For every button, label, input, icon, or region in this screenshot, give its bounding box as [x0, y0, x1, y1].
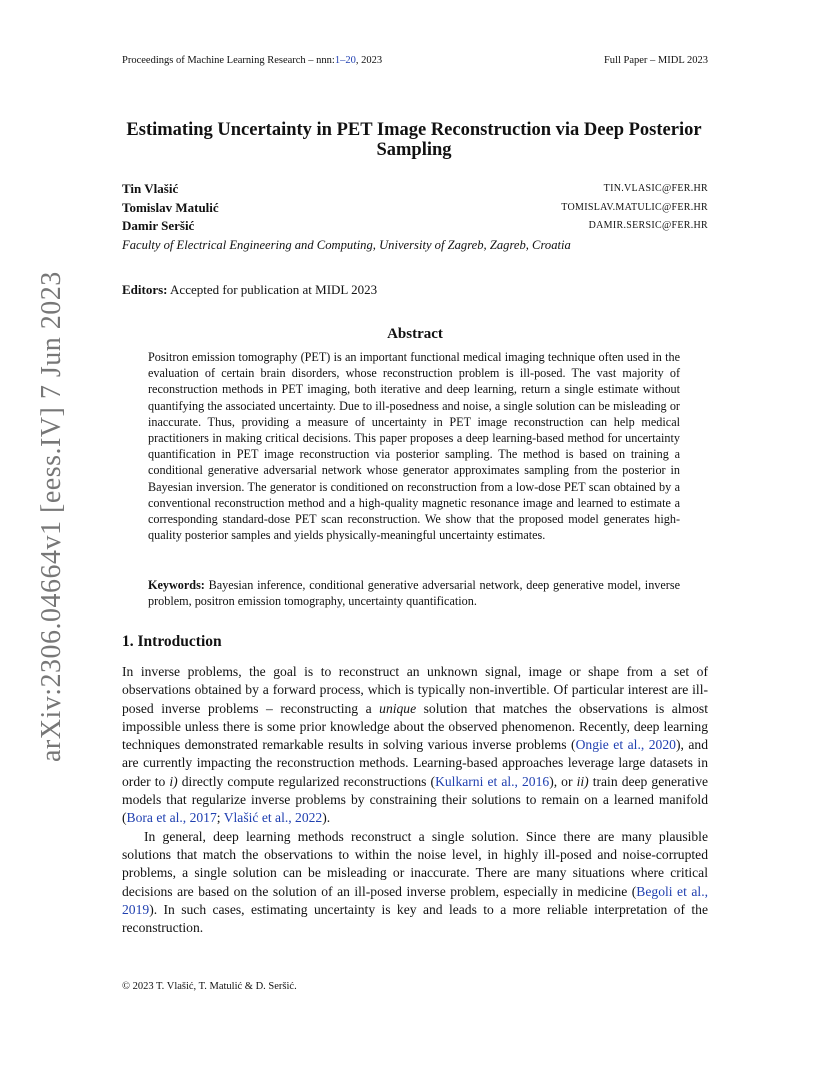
author-email[interactable]: TIN.VLASIC@FER.HR	[603, 183, 708, 194]
author-email[interactable]: DAMIR.SERSIC@FER.HR	[588, 220, 708, 231]
abstract-heading: Abstract	[387, 326, 443, 342]
author-row	[122, 180, 708, 199]
citation-link[interactable]: Kulkarni et al., 2016	[435, 773, 550, 789]
section-heading-introduction: 1. Introduction	[122, 633, 222, 650]
citation-link[interactable]: Ongie et al., 2020	[575, 737, 676, 753]
introduction-body	[122, 663, 708, 937]
page-range-link[interactable]: 1–20	[334, 55, 356, 66]
editors-note: Editors: Accepted for publication at MIDL 2023	[122, 282, 378, 297]
citation-link[interactable]: Begoli et al., 2019	[122, 883, 708, 917]
author-name: Damir Seršić	[122, 218, 195, 233]
affiliation: Faculty of Electrical Engineering and Computing, University of Zagreb, Zagreb, Croatia	[122, 237, 571, 252]
author-name: Tomislav Matulić	[122, 199, 219, 215]
abstract-text: Positron emission tomography (PET) is an important functional medical imaging technique often used in the evaluation of certain brain disorders, whose reconstruction problem is ill-posed. The vast majority of reconstruction methods in PET imaging, both iterative and deep learning, return a single estimate without quantifying the associated uncertainty. Due to ill-posedness and noise, a single solution can be misleading or inaccurate. Thus, providing a measure of uncertainty in PET image reconstruction can help medical practitioners in making critical decisions. This paper proposes a deep learning-based method for uncertainty quantification in PET image reconstruction via posterior sampling. The method is based on training a conditional generative adversarial network whose generator approximates sampling from the posterior in Bayesian inversion. The generator is conditioned on reconstruction from a low-dose PET scan obtained by a conventional reconstruction method and a high-quality magnetic resonance image and learned to estimate a corresponding standard-dose PET scan reconstruction. We show that the proposed model generates high-quality posterior samples and yields physically-meaningful uncertainty estimates.	[148, 350, 680, 543]
citation-link[interactable]: Bora et al., 2017	[126, 810, 217, 826]
paragraph: In inverse problems, the goal is to reconstruct an unknown signal, image or shape from a set of observations obtained by a forward process, which is typically non-invertible. Of particular interest are ill-posed inverse problems – reconstructing a unique solution that matches the observations is almost impossible unless there is some prior knowledge about the observed phenomenon. Recently, deep learning techniques demonstrated remarkable results in solving various inverse problems (Ongie et al., 2020), and are currently impacting the reconstruction methods. Learning-based approaches leverage large datasets in order to i) directly compute regularized reconstructions (Kulkarni et al., 2016), or ii) train deep generative models that regularize inverse problems by constraining their solutions to remain on a learned manifold (Bora et al., 2017; Vlašić et al., 2022).	[122, 664, 709, 826]
author-name: Tin Vlašić	[122, 181, 179, 196]
paper-title: Estimating Uncertainty in PET Image Reconstruction via Deep Posterior Sampling	[126, 120, 702, 160]
keywords: Keywords: Bayesian inference, conditional generative adversarial network, deep generative model, inverse problem, positron emission tomography, uncertainty quantification.	[148, 578, 680, 609]
author-block	[122, 180, 708, 254]
author-row	[122, 217, 708, 236]
author-row	[122, 199, 708, 218]
author-email[interactable]: TOMISLAV.MATULIC@FER.HR	[561, 201, 708, 213]
paragraph: In general, deep learning methods reconstruct a single solution. Since there are many plausible solutions that match the observations to within the noise level, in highly ill-posed and noise-corrupted problems, a single solution can be misleading or inaccurate. There are many situations where critical decisions are based on the solution of an ill-posed inverse problem, especially in medicine (Begoli et al., 2019). In such cases, estimating uncertainty is key and leads to a more reliable interpretation of the reconstruction.	[122, 828, 708, 936]
citation-link[interactable]: Vlašić et al., 2022	[223, 810, 323, 826]
copyright-footer: © 2023 T. Vlašić, T. Matulić & D. Seršić.	[122, 981, 297, 992]
arxiv-sidebar-stamp: arXiv:2306.04664v1 [eess.IV] 7 Jun 2023	[36, 271, 67, 762]
running-header-left: Proceedings of Machine Learning Research – nnn:1–20, 2023	[122, 55, 383, 66]
running-header-right: Full Paper – MIDL 2023	[603, 55, 708, 66]
